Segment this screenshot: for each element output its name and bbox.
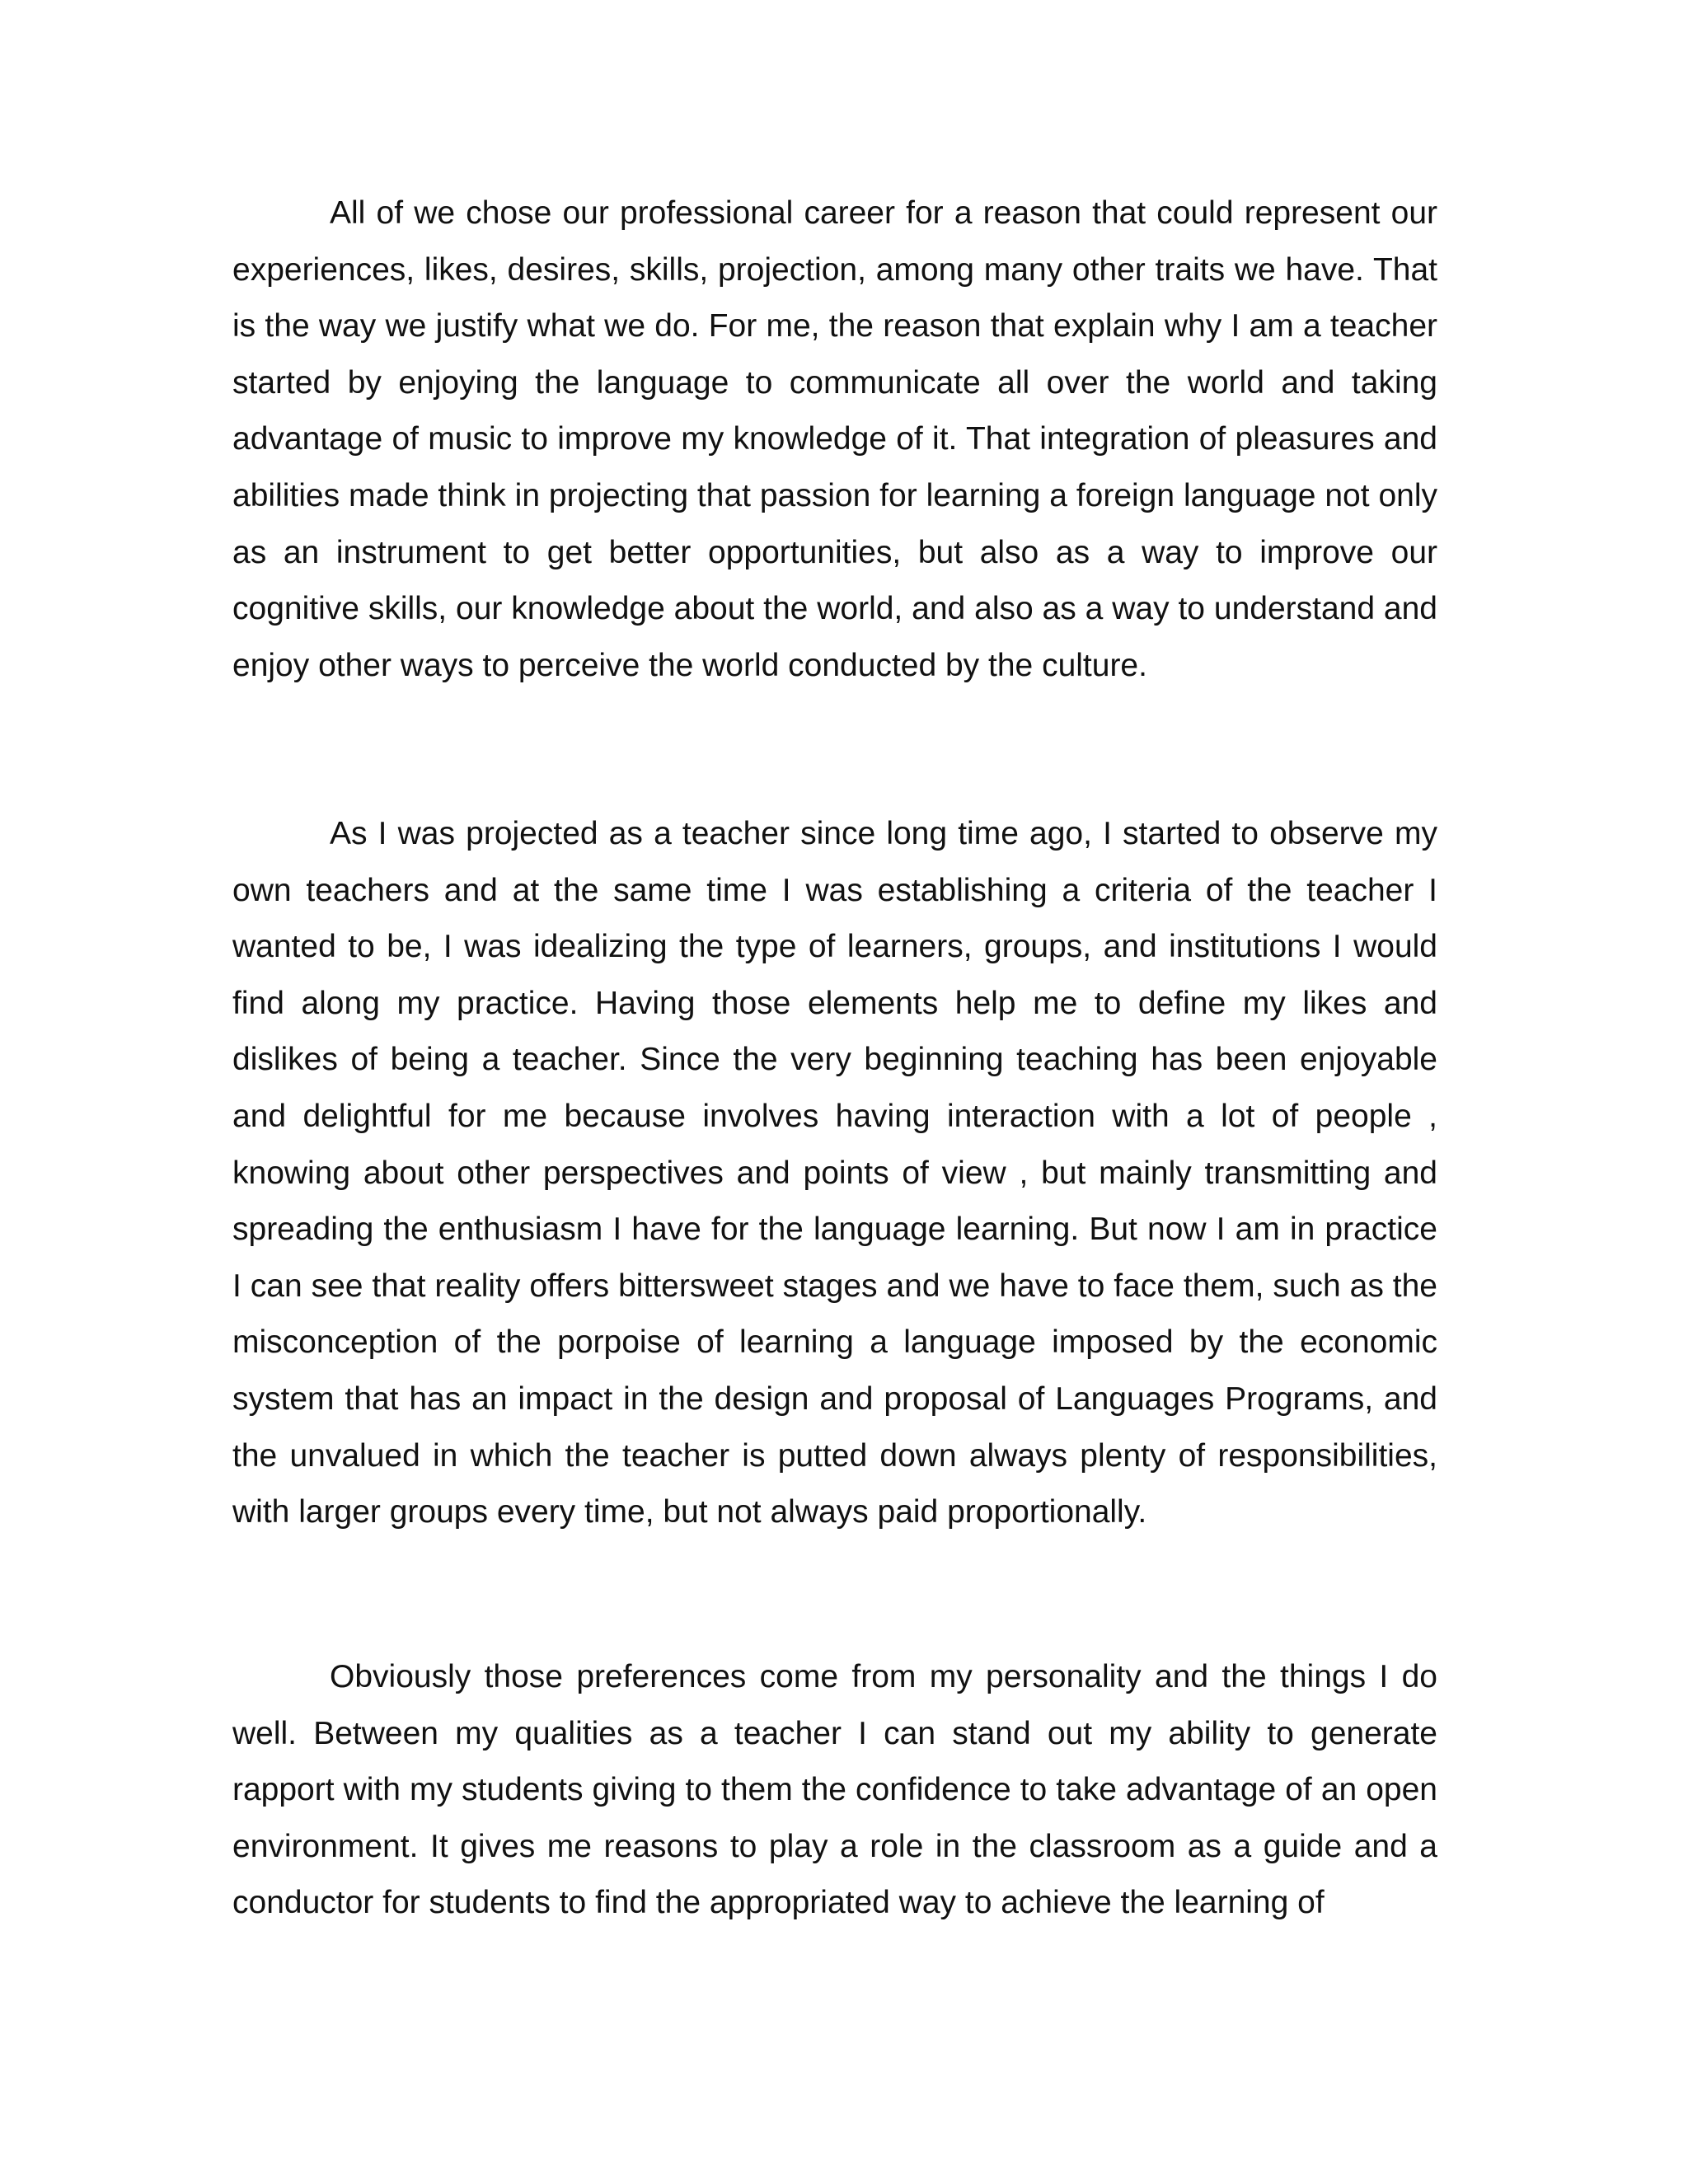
paragraph-1: All of we chose our professional career for a reason that could represent our experiences, likes, desires, skills, projection, among many other traits we have. That is the way we justify what we do. For me, the reason that explain why I am a teacher started by enjoying the language to communicate all over the world and taking advantage of music to improve my knowledge of it. That integration of pleasures and abilities made think in projecting that passion for learning a foreign language not only as an instrument to get better opportunities, but also as a way to improve our cognitive skills, our knowledge about the world, and also as a way to understand and enjoy other ways to perceive the world conducted by the culture. [232, 195, 1437, 683]
paragraph-2: As I was projected as a teacher since long time ago, I started to observe my own teachers and at the same time I was establishing a criteria of the teacher I wanted to be, I was idealizing the type of learners, groups, and institutions I would find along my practice. Having those elements help me to define my likes and dislikes of being a teacher. Since the very beginning teaching has been enjoyable and delightful for me because involves having interaction with a lot of people , knowing about other perspectives and points of view , but mainly transmitting and spreading the enthusiasm I have for the language learning. But now I am in practice I can see that reality offers bittersweet stages and we have to face them, such as the misconception of the porpoise of learning a language imposed by the economic system that has an impact in the design and proposal of Languages Programs, and the unvalued in which the teacher is putted down always plenty of responsibilities, with larger groups every time, but not always paid proportionally. [232, 816, 1437, 1530]
paragraph-3: Obviously those preferences come from my personality and the things I do well. Between my qualities as a teacher I can stand out my ability to generate rapport with my students giving to them the confidence to take advantage of an open environment. It gives me reasons to play a role in the classroom as a guide and a conductor for students to find the appropriated way to achieve the learning of [232, 1659, 1437, 1921]
